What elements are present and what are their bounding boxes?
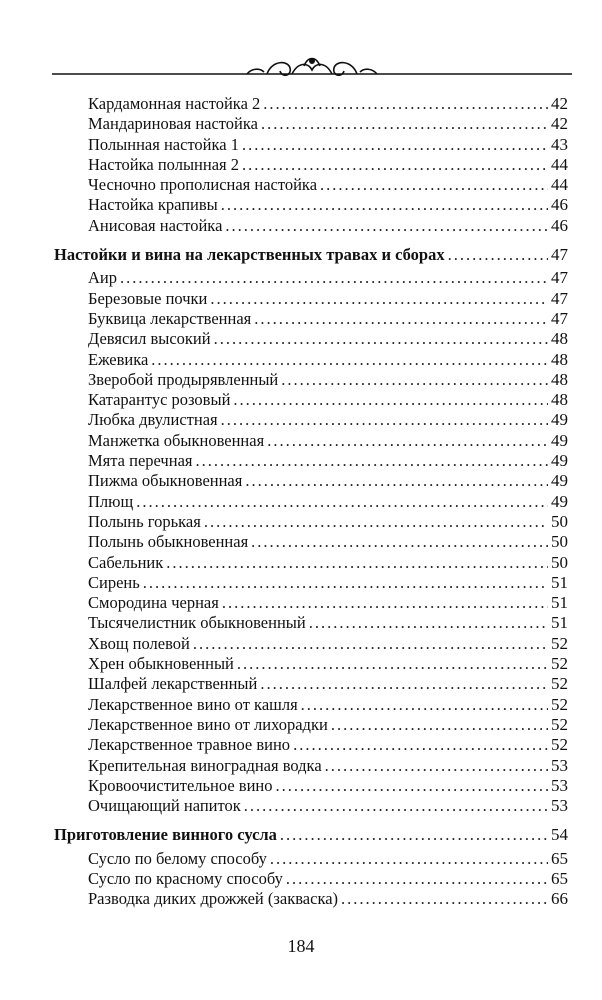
toc-entry: Полынная настойка 1 ..... 43: [0, 135, 602, 155]
toc-entry: Сирень ..... 51: [0, 573, 602, 593]
toc-entry: Очищающий напиток ..... 53: [0, 796, 602, 816]
toc-entry: Аир ..... 47: [0, 268, 602, 288]
toc-entry: Мандариновая настойка ..... 42: [0, 114, 602, 134]
toc-entry: Чесночно прополисная настойка ..... 44: [0, 175, 602, 195]
toc-entry: Настойка крапивы ..... 46: [0, 195, 602, 215]
toc-entry: Девясил высокий ..... 48: [0, 329, 602, 349]
toc-section-heading: Настойки и вина на лекарственных травах и сборах ..... 47: [0, 245, 602, 265]
toc-entry: Зверобой продырявленный ..... 48: [0, 370, 602, 390]
page-number: 184: [287, 936, 315, 956]
toc-entry: Манжетка обыкновенная ..... 49: [0, 431, 602, 451]
toc-section-heading: Приготовление винного сусла ..... 54: [0, 825, 602, 845]
toc-entry: Шалфей лекарственный ..... 52: [0, 674, 602, 694]
toc-entry: Полынь горькая ..... 50: [0, 512, 602, 532]
toc-entry: Лекарственное травное вино ..... 52: [0, 735, 602, 755]
toc-entry: Пижма обыкновенная ..... 49: [0, 471, 602, 491]
toc-entry: Кардамонная настойка 2 ..... 42: [0, 94, 602, 114]
toc-entry: Сусло по красному способу ..... 65: [0, 869, 602, 889]
table-of-contents: [0, 94, 602, 910]
toc-entry: Хрен обыкновенный ..... 52: [0, 654, 602, 674]
toc-entry: Полынь обыкновенная ..... 50: [0, 532, 602, 552]
toc-entry: Разводка диких дрожжей (закваска) ..... 66: [0, 889, 602, 909]
toc-entry: Катарантус розовый ..... 48: [0, 390, 602, 410]
toc-entry: Хвощ полевой ..... 52: [0, 634, 602, 654]
toc-entry: Крепительная виноградная водка ..... 53: [0, 756, 602, 776]
toc-entry: Ежевика ..... 48: [0, 350, 602, 370]
toc-entry: Анисовая настойка ..... 46: [0, 216, 602, 236]
toc-entry: Настойка полынная 2 ..... 44: [0, 155, 602, 175]
toc-group: [0, 825, 602, 909]
toc-group: [0, 245, 602, 816]
toc-entry: Тысячелистник обыкновенный ..... 51: [0, 613, 602, 633]
toc-entry: Сусло по белому способу ..... 65: [0, 849, 602, 869]
toc-entry: Кровоочистительное вино ..... 53: [0, 776, 602, 796]
toc-entry: Лекарственное вино от лихорадки ..... 52: [0, 715, 602, 735]
toc-entry: Сабельник ..... 50: [0, 553, 602, 573]
toc-entry: Любка двулистная ..... 49: [0, 410, 602, 430]
toc-entry: Смородина черная ..... 51: [0, 593, 602, 613]
toc-entry: Плющ ..... 49: [0, 492, 602, 512]
toc-entry: Буквица лекарственная ..... 47: [0, 309, 602, 329]
toc-entry: Мята перечная ..... 49: [0, 451, 602, 471]
toc-entry: Лекарственное вино от кашля ..... 52: [0, 695, 602, 715]
toc-entry: Березовые почки ..... 47: [0, 289, 602, 309]
toc-group: [0, 94, 602, 236]
decorative-header-ornament: [52, 52, 572, 82]
